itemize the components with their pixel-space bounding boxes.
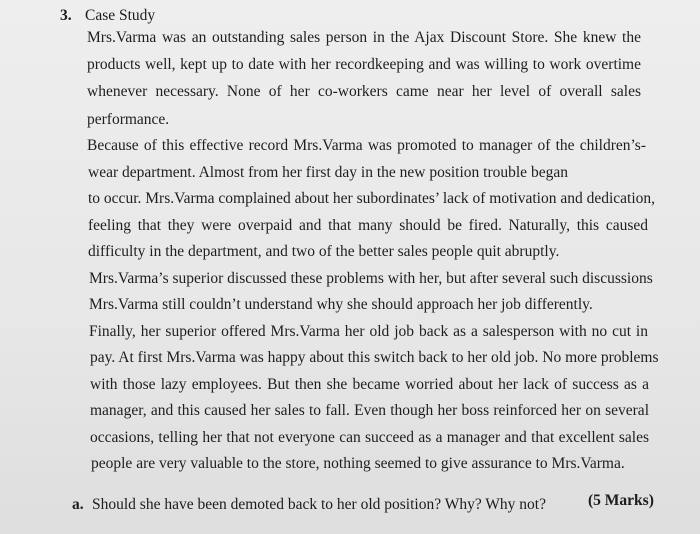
paragraph-line: manager, and this caused her sales to fall. Even though her boss reinforced her on several [90,402,649,419]
question-title: Case Study [85,7,156,24]
paragraph-line: difficulty in the department, and two of the better sales people quit abruptly. [88,243,560,260]
marks-label: (5 Marks) [588,492,654,509]
paragraph-line: whenever necessary. None of her co-workers came near her level of overall sales [87,83,641,100]
paragraph-line: pay. At first Mrs.Varma was happy about this switch back to her old job. No more problems [90,349,659,366]
paragraph-line: Because of this effective record Mrs.Varma was promoted to manager of the children’s- [87,137,646,154]
paragraph-line: Mrs.Varma’s superior discussed these problems with her, but after several such discussions [89,270,653,287]
paragraph-line: with those lazy employees. But then she became worried about her lack of success as a [90,376,649,393]
paragraph-line: to occur. Mrs.Varma complained about her subordinates’ lack of motivation and dedication, [88,190,656,207]
paragraph-line: Mrs.Varma was an outstanding sales person in the Ajax Discount Store. She knew the [87,29,641,46]
sub-question-letter: a. [72,496,84,513]
question-number: 3. [60,7,72,24]
paragraph-line: feeling that they were overpaid and that many should be fired. Naturally, this caused [88,217,648,234]
paragraph-line: products well, kept up to date with her recordkeeping and was willing to work overtime [87,56,641,73]
paragraph-line: performance. [87,111,170,128]
paragraph-line: wear department. Almost from her first day in the new position trouble began [88,164,568,181]
paragraph-line: occasions, telling her that not everyone can succeed as a manager and that excellent sales [90,429,649,446]
sub-question-text: Should she have been demoted back to her old position? Why? Why not? [92,496,546,513]
paragraph-line: Mrs.Varma still couldn’t understand why she should approach her job differently. [89,296,593,313]
paragraph-line: people are very valuable to the store, nothing seemed to give assurance to Mrs.Varma. [91,455,625,472]
paragraph-line: Finally, her superior offered Mrs.Varma her old job back as a salesperson with no cut in [89,323,648,340]
